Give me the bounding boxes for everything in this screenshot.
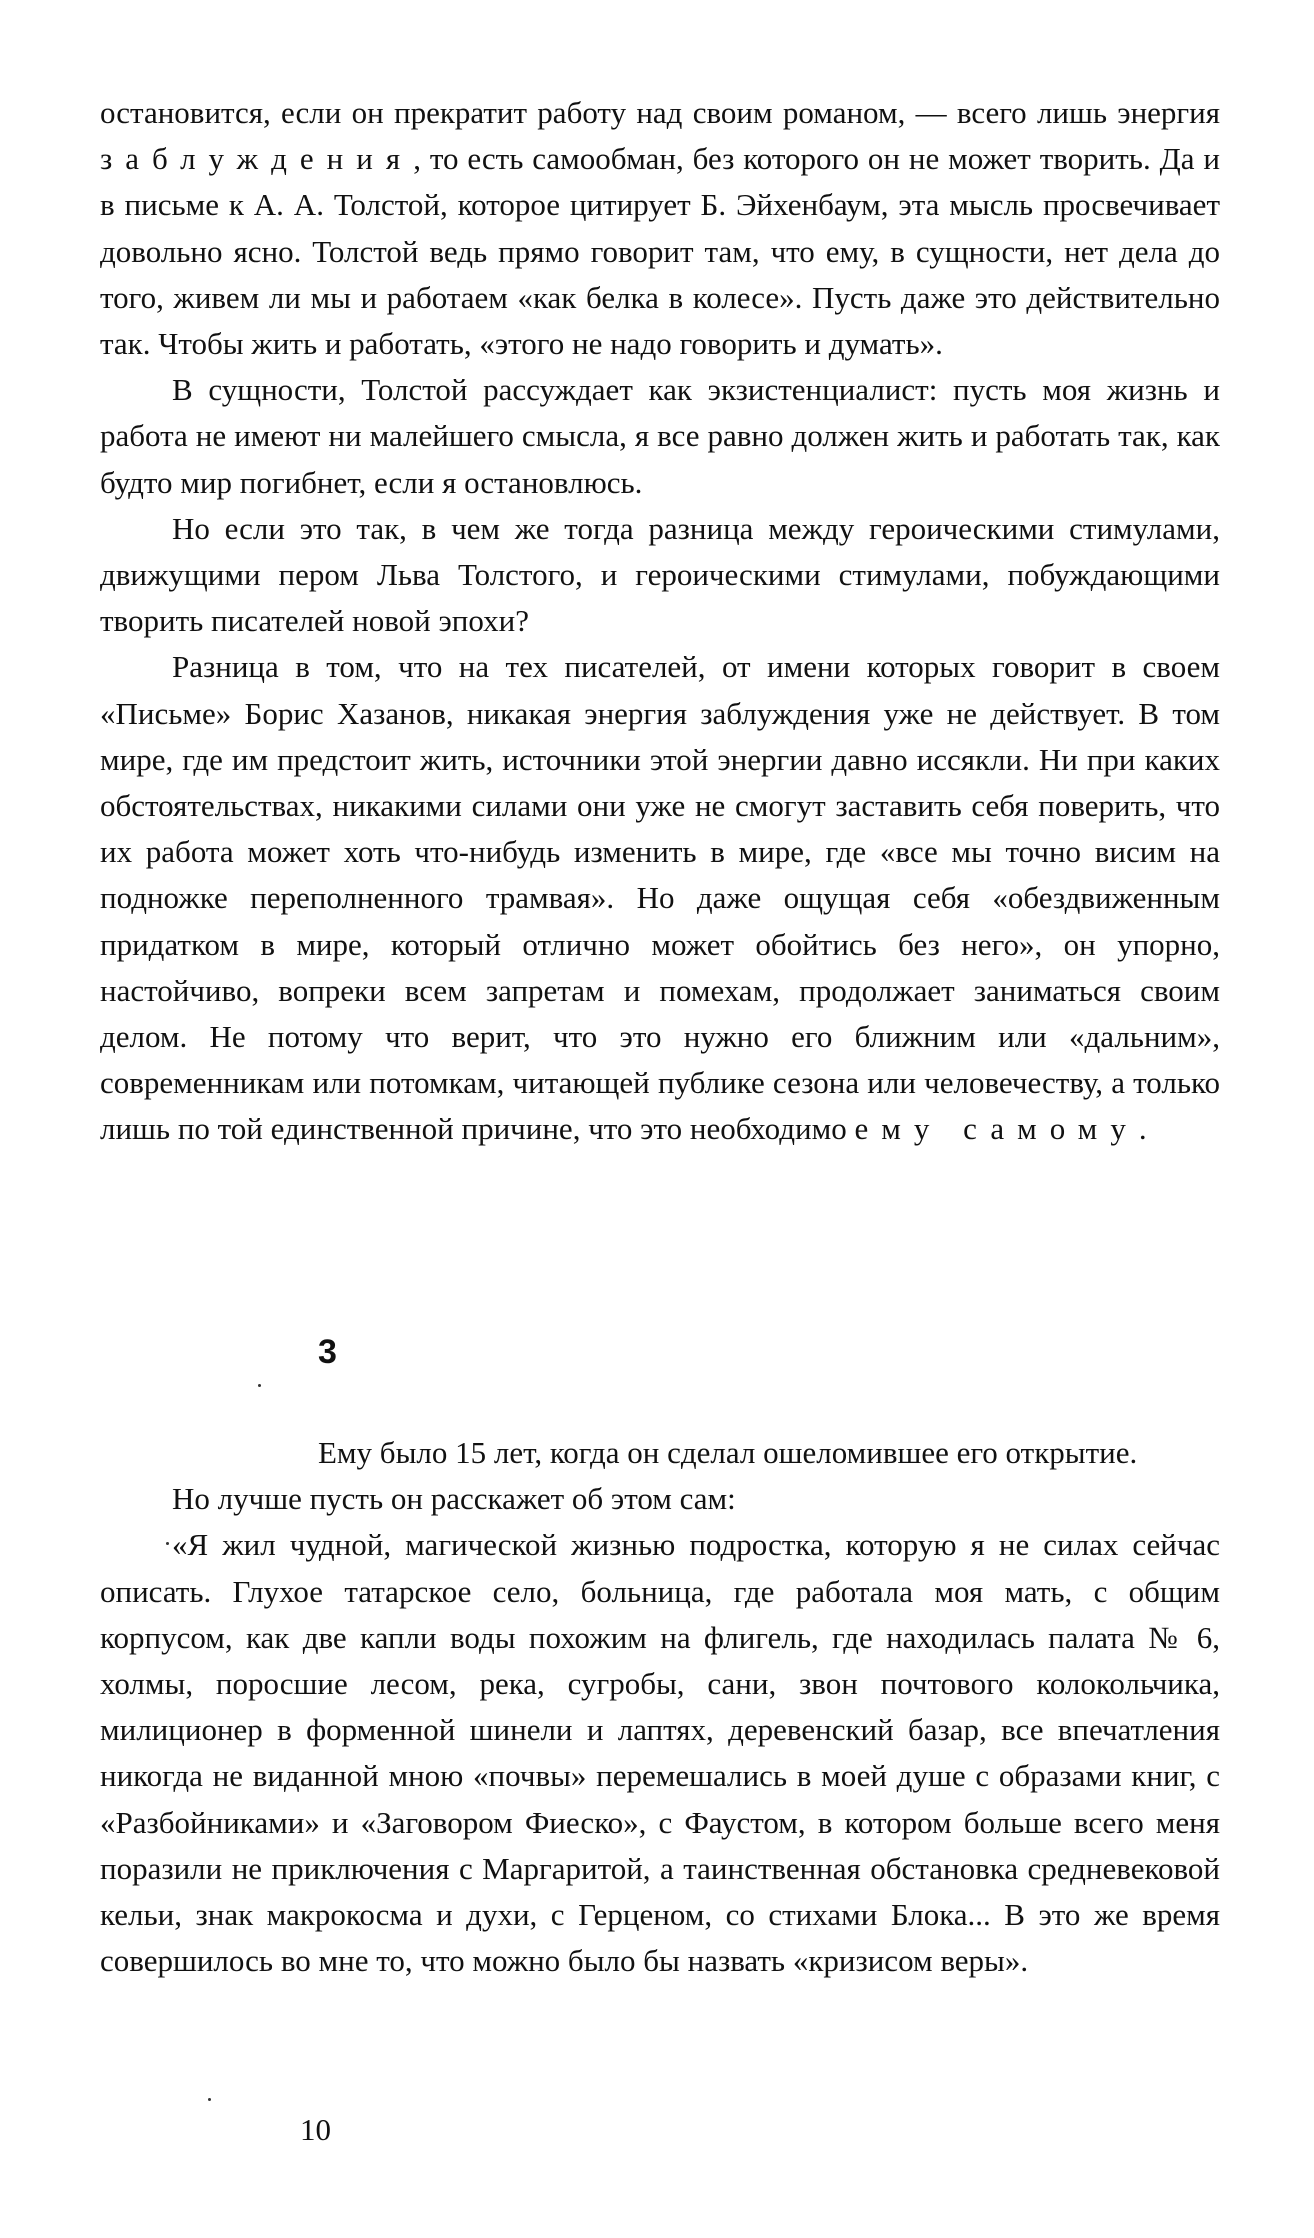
text-block-bottom	[100, 1430, 1220, 1984]
scan-speck	[166, 1542, 169, 1545]
paragraph: Но лучше пусть он расскажет об этом сам:	[172, 1481, 736, 1517]
emphasized-spaced-text: ему самому	[854, 1111, 1139, 1147]
paragraph: Но если это так, в чем же тогда разница между героическими стимулами, движущими пером Льва Толстого, и героическими стимулами, побуждающими творить писателей новой эпохи?	[100, 510, 1220, 639]
section-number: 3	[318, 1333, 337, 1371]
paragraph-text: Разница в том, что на тех писателей, от имени которых говорит в своем «Письме» Борис Хазанов, никакая энергия заблуждения уже не действует. В том мире, где им предстоит жить, источники этой энергии давно иссякли. Ни при каких обстоятельствах, никакими силами они уже не смогут заставить себя поверить, что их работа может хоть что-нибудь изменить в мире, где «все мы точно висим на подножке переполненного трамвая». Но даже ощущая себя «обездвиженным придатком в мире, который отлично может обойтись без него», он упорно, настойчиво, вопреки всем запретам и помехам, продолжает заниматься своим делом. Не потому что верит, что это нужно его ближним или «дальним», современникам или потомкам, читающей публике сезона или человечеству, а только лишь по той единственной причине, что это необходимо	[100, 649, 1220, 1147]
paragraph-text: остановится, если он прекратит работу над своим романом, — всего лишь энергия	[100, 95, 1220, 130]
text-block-top	[100, 90, 1220, 1153]
emphasized-spaced-text: заблуждения	[100, 141, 414, 177]
paragraph: В сущности, Толстой рассуждает как экзистенциалист: пусть моя жизнь и работа не имеют ни малейшего смысла, я все равно должен жить и работать так, как будто мир погибнет, если я остановлюсь.	[100, 372, 1220, 500]
paragraph-continuation	[100, 90, 1220, 367]
page-number: 10	[300, 2112, 331, 2147]
quote-paragraph: «Я жил чудной, магической жизнью подростка, которую я не силах сейчас описать. Глухое татарское село, больница, где работала моя мать, с общим корпусом, как две капли воды похожим на флигель, где находилась палата № 6, холмы, поросшие лесом, река, сугробы, сани, звон почтового колокольчика, милиционер в форменной шинели и лаптях, деревенский базар, все впечатления никогда не виданной мною «почвы» перемешались в моей душе с образами книг, с «Разбойниками» и «Заговором Фиеско», с Фаустом, в котором больше всего меня поразили не приключения с Маргаритой, а таинственная обстановка средневековой кельи, знак макрокосма и духи, с Герценом, со стихами Блока... В это же время совершилось во мне то, что можно было бы назвать «кризисом веры».	[100, 1527, 1220, 1979]
paragraph-text: .	[1138, 1111, 1147, 1147]
scan-speck	[208, 2098, 211, 2101]
scan-speck	[258, 1384, 261, 1387]
paragraph	[100, 644, 1220, 1152]
paragraph-text: , то есть самообман, без которого он не может творить. Да и в письме к А. А. Толстой, которое цитирует Б. Эйхенбаум, эта мысль просвечивает довольно ясно. Толстой ведь прямо говорит там, что ему, в сущности, нет дела до того, живем ли мы и работаем «как белка в колесе». Пусть даже это действительно так. Чтобы жить и работать, «этого не надо говорить и думать».	[100, 141, 1220, 362]
section-opening-paragraph: Ему было 15 лет, когда он сделал ошеломившее его открытие.	[318, 1435, 1138, 1470]
